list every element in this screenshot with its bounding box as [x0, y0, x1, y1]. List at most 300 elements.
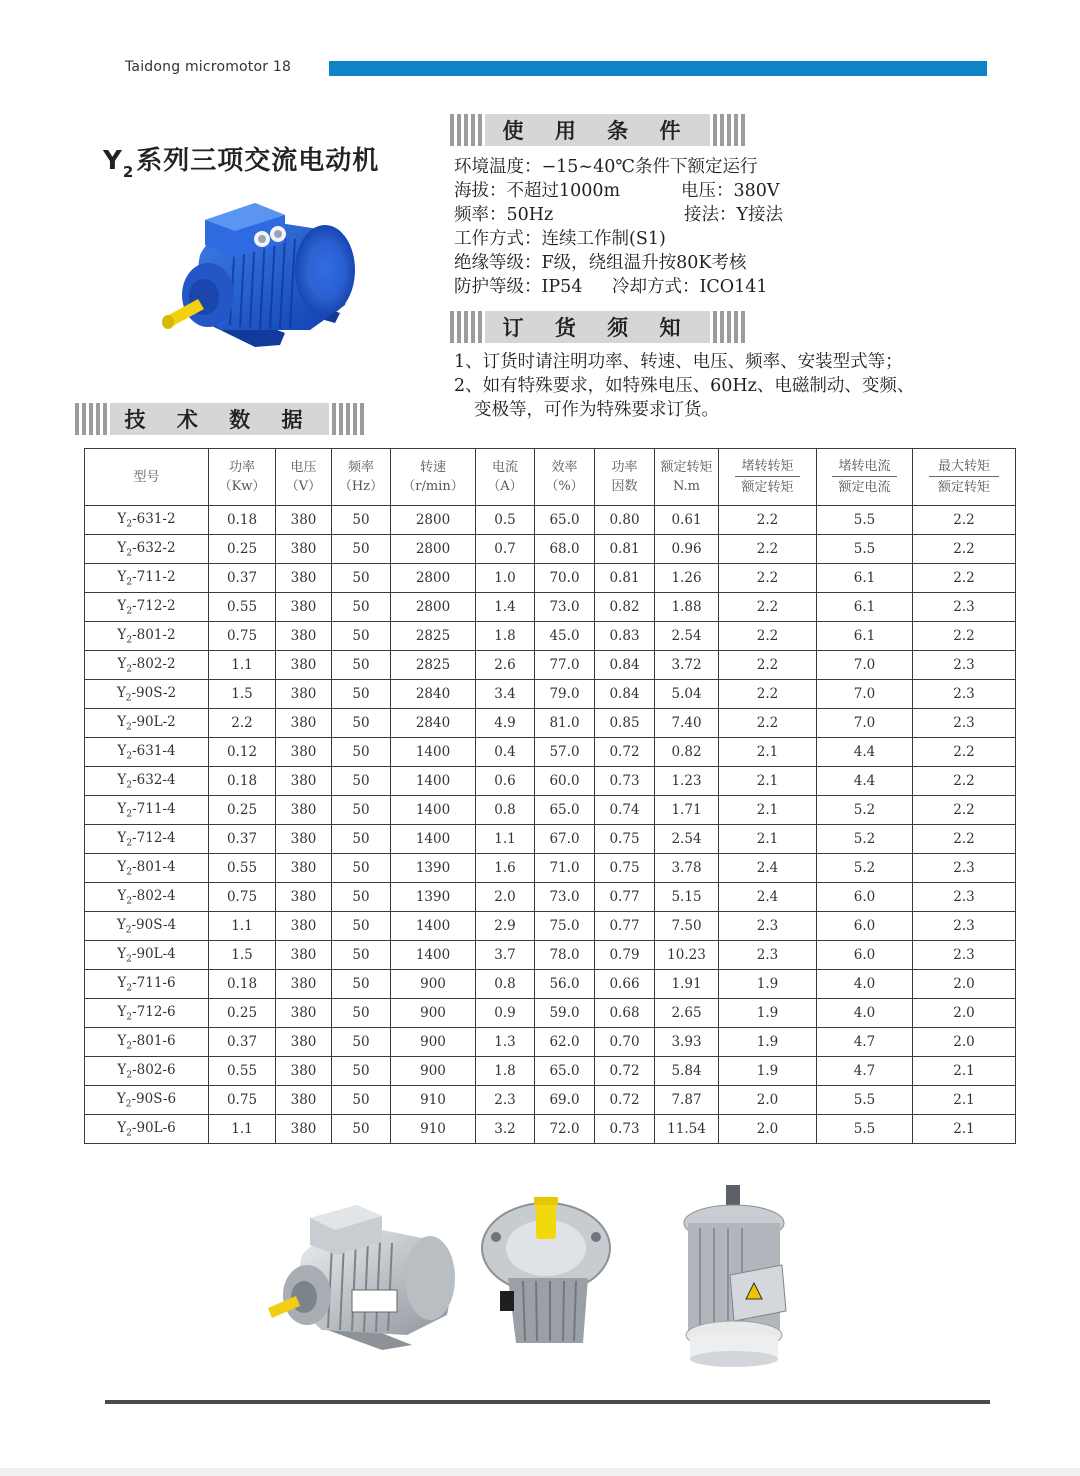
table-row	[85, 854, 1016, 883]
value-cell: 77.0	[535, 651, 595, 680]
value-cell: 7.50	[655, 912, 719, 941]
value-cell: 1.9	[719, 1057, 817, 1086]
model-cell	[85, 535, 209, 564]
value-cell: 0.75	[595, 825, 655, 854]
model-cell	[85, 854, 209, 883]
model-subscript: 2	[126, 983, 133, 994]
value-cell: 6.1	[817, 564, 913, 593]
value-cell: 7.0	[817, 709, 913, 738]
value-cell: 5.15	[655, 883, 719, 912]
value-cell: 0.81	[595, 535, 655, 564]
model-code: -802-2	[132, 655, 176, 672]
value-cell: 2.2	[719, 622, 817, 651]
value-cell: 2.0	[476, 883, 535, 912]
value-cell: 2.3	[913, 941, 1016, 970]
value-cell: 1.9	[719, 999, 817, 1028]
model-cell	[85, 1115, 209, 1144]
model-subscript: 2	[126, 867, 133, 878]
value-cell: 0.12	[209, 738, 276, 767]
model-code: -631-4	[132, 742, 176, 759]
table-row	[85, 680, 1016, 709]
value-cell: 3.4	[476, 680, 535, 709]
value-cell: 900	[391, 1057, 476, 1086]
model-cell	[85, 622, 209, 651]
value-cell: 5.5	[817, 1115, 913, 1144]
value-cell: 0.8	[476, 970, 535, 999]
model-code: -711-2	[132, 568, 176, 585]
model-cell	[85, 941, 209, 970]
table-row	[85, 1028, 1016, 1057]
value-cell: 2.2	[719, 680, 817, 709]
column-header-line1: 堵转转矩	[735, 457, 801, 477]
value-cell: 0.25	[209, 999, 276, 1028]
value-cell: 68.0	[535, 535, 595, 564]
column-header-line1: 频率	[347, 460, 374, 475]
model-cell	[85, 912, 209, 941]
banner-decor-left	[75, 403, 110, 435]
value-cell: 2.3	[719, 941, 817, 970]
banner-decor-right	[332, 403, 367, 435]
value-cell: 380	[276, 622, 332, 651]
value-cell: 0.75	[209, 622, 276, 651]
model-subscript: 2	[126, 635, 133, 646]
value-cell: 50	[332, 767, 391, 796]
value-cell: 1.71	[655, 796, 719, 825]
column-header-line1: 电压	[290, 460, 317, 475]
column-header	[655, 449, 719, 506]
model-code: -801-2	[132, 626, 176, 643]
technical-data-table	[84, 448, 1016, 1144]
model-prefix: Y	[117, 713, 127, 730]
model-code: -632-2	[132, 539, 176, 556]
model-cell	[85, 767, 209, 796]
value-cell: 0.25	[209, 796, 276, 825]
table-row	[85, 1057, 1016, 1086]
value-cell: 910	[391, 1115, 476, 1144]
value-cell: 0.18	[209, 970, 276, 999]
value-cell: 380	[276, 506, 332, 535]
value-cell: 0.6	[476, 767, 535, 796]
column-header-line2: （Hz）	[338, 479, 384, 494]
value-cell: 4.9	[476, 709, 535, 738]
value-cell: 45.0	[535, 622, 595, 651]
banner-decor-left	[450, 311, 485, 343]
value-cell: 380	[276, 709, 332, 738]
value-cell: 2.0	[913, 1028, 1016, 1057]
model-prefix: Y	[117, 1003, 127, 1020]
table-row	[85, 1115, 1016, 1144]
model-prefix: Y	[117, 568, 127, 585]
value-cell: 4.4	[817, 767, 913, 796]
model-code: -801-6	[132, 1032, 176, 1049]
value-cell: 0.37	[209, 564, 276, 593]
value-cell: 75.0	[535, 912, 595, 941]
value-cell: 380	[276, 883, 332, 912]
header-accent-bar	[329, 61, 987, 76]
value-cell: 2.2	[719, 535, 817, 564]
value-cell: 1.5	[209, 680, 276, 709]
value-cell: 2.2	[719, 564, 817, 593]
column-header	[332, 449, 391, 506]
value-cell: 2840	[391, 709, 476, 738]
table-row	[85, 709, 1016, 738]
table-header	[85, 449, 1016, 506]
value-cell: 6.1	[817, 622, 913, 651]
model-cell	[85, 709, 209, 738]
model-cell	[85, 564, 209, 593]
value-cell: 2.0	[719, 1115, 817, 1144]
model-prefix: Y	[117, 742, 127, 759]
condition-insulation: 绝缘等级：F级，绕组温升按80K考核	[454, 253, 747, 273]
model-code: -712-6	[132, 1003, 176, 1020]
value-cell: 1400	[391, 825, 476, 854]
value-cell: 65.0	[535, 796, 595, 825]
model-subscript: 2	[126, 1012, 133, 1023]
banner-title: 使 用 条 件	[485, 114, 710, 146]
value-cell: 2.3	[913, 680, 1016, 709]
model-prefix: Y	[117, 858, 127, 875]
value-cell: 900	[391, 999, 476, 1028]
vertical-motor-icon	[678, 1183, 790, 1368]
order-note-2-cont: 变极等，可作为特殊要求订货。	[474, 400, 719, 420]
banner-decor-right	[713, 311, 748, 343]
value-cell: 3.2	[476, 1115, 535, 1144]
model-cell	[85, 1028, 209, 1057]
value-cell: 2.0	[913, 999, 1016, 1028]
model-subscript: 2	[126, 1128, 132, 1139]
value-cell: 1.88	[655, 593, 719, 622]
condition-voltage: 电压：380V	[681, 181, 780, 201]
banner-title: 技 术 数 据	[110, 403, 329, 435]
value-cell: 1.23	[655, 767, 719, 796]
value-cell: 0.61	[655, 506, 719, 535]
value-cell: 5.2	[817, 825, 913, 854]
table-row	[85, 651, 1016, 680]
value-cell: 0.68	[595, 999, 655, 1028]
column-header-line1: 效率	[551, 460, 578, 475]
value-cell: 2800	[391, 535, 476, 564]
model-prefix: Y	[117, 1061, 127, 1078]
condition-environment: 环境温度：−15~40℃条件下额定运行	[454, 157, 758, 177]
condition-protection: 防护等级：IP54	[454, 277, 583, 297]
value-cell: 7.40	[655, 709, 719, 738]
table-row	[85, 999, 1016, 1028]
value-cell: 0.84	[595, 651, 655, 680]
model-cell	[85, 680, 209, 709]
table-row	[85, 825, 1016, 854]
value-cell: 1.8	[476, 622, 535, 651]
value-cell: 5.84	[655, 1057, 719, 1086]
value-cell: 1.1	[209, 651, 276, 680]
value-cell: 380	[276, 1028, 332, 1057]
value-cell: 11.54	[655, 1115, 719, 1144]
model-cell	[85, 593, 209, 622]
column-header-line2: （r/min）	[402, 479, 464, 494]
value-cell: 5.5	[817, 506, 913, 535]
value-cell: 5.2	[817, 854, 913, 883]
value-cell: 0.83	[595, 622, 655, 651]
value-cell: 380	[276, 738, 332, 767]
model-code: -802-6	[132, 1061, 176, 1078]
value-cell: 79.0	[535, 680, 595, 709]
value-cell: 1.9	[719, 1028, 817, 1057]
model-code: -712-2	[132, 597, 176, 614]
value-cell: 3.78	[655, 854, 719, 883]
table-row	[85, 767, 1016, 796]
value-cell: 380	[276, 999, 332, 1028]
table-body	[85, 506, 1016, 1144]
value-cell: 0.77	[595, 912, 655, 941]
value-cell: 1400	[391, 941, 476, 970]
column-header-line2: N.m	[672, 479, 700, 494]
value-cell: 60.0	[535, 767, 595, 796]
value-cell: 2825	[391, 622, 476, 651]
value-cell: 50	[332, 941, 391, 970]
value-cell: 380	[276, 680, 332, 709]
value-cell: 7.0	[817, 680, 913, 709]
value-cell: 1.91	[655, 970, 719, 999]
condition-connection: 接法：Y接法	[684, 205, 784, 225]
model-code: -711-4	[132, 800, 176, 817]
value-cell: 0.72	[595, 1057, 655, 1086]
model-subscript: 2	[126, 722, 132, 733]
value-cell: 0.55	[209, 593, 276, 622]
value-cell: 3.72	[655, 651, 719, 680]
value-cell: 50	[332, 883, 391, 912]
model-cell	[85, 1057, 209, 1086]
table-row	[85, 564, 1016, 593]
value-cell: 0.37	[209, 1028, 276, 1057]
value-cell: 1.3	[476, 1028, 535, 1057]
model-subscript: 2	[126, 606, 133, 617]
value-cell: 1.1	[476, 825, 535, 854]
page-title	[103, 140, 380, 181]
column-header-line2: （%）	[545, 479, 584, 494]
model-subscript: 2	[126, 664, 133, 675]
model-code: -90S-4	[131, 916, 177, 933]
value-cell: 2.6	[476, 651, 535, 680]
model-prefix: Y	[117, 597, 127, 614]
value-cell: 4.4	[817, 738, 913, 767]
value-cell: 50	[332, 506, 391, 535]
value-cell: 380	[276, 1057, 332, 1086]
value-cell: 50	[332, 796, 391, 825]
value-cell: 380	[276, 970, 332, 999]
value-cell: 67.0	[535, 825, 595, 854]
model-cell	[85, 999, 209, 1028]
value-cell: 2840	[391, 680, 476, 709]
value-cell: 1.26	[655, 564, 719, 593]
value-cell: 2.3	[913, 912, 1016, 941]
value-cell: 50	[332, 1086, 391, 1115]
footer-strip	[0, 1468, 1080, 1476]
value-cell: 65.0	[535, 506, 595, 535]
value-cell: 1.9	[719, 970, 817, 999]
value-cell: 0.25	[209, 535, 276, 564]
value-cell: 0.73	[595, 767, 655, 796]
value-cell: 6.1	[817, 593, 913, 622]
value-cell: 2.2	[719, 506, 817, 535]
model-prefix: Y	[117, 800, 127, 817]
value-cell: 1.5	[209, 941, 276, 970]
value-cell: 1.6	[476, 854, 535, 883]
table-row	[85, 506, 1016, 535]
condition-duty: 工作方式：连续工作制(S1)	[454, 229, 666, 249]
value-cell: 0.81	[595, 564, 655, 593]
value-cell: 0.9	[476, 999, 535, 1028]
value-cell: 73.0	[535, 593, 595, 622]
value-cell: 2.3	[913, 593, 1016, 622]
model-prefix: Y	[117, 887, 127, 904]
value-cell: 2.1	[913, 1086, 1016, 1115]
model-code: -90S-2	[131, 684, 177, 701]
value-cell: 2800	[391, 564, 476, 593]
value-cell: 2.1	[719, 796, 817, 825]
value-cell: 50	[332, 651, 391, 680]
table-row	[85, 738, 1016, 767]
value-cell: 50	[332, 825, 391, 854]
page-header-brand: Taidong micromotor 18	[125, 59, 292, 75]
value-cell: 2.2	[913, 796, 1016, 825]
title-text: 系列三项交流电动机	[136, 146, 380, 176]
banner-decor-right	[713, 114, 748, 146]
model-subscript: 2	[125, 693, 132, 704]
model-subscript: 2	[126, 577, 133, 588]
banner-title: 订 货 须 知	[485, 311, 710, 343]
value-cell: 1400	[391, 738, 476, 767]
value-cell: 2.2	[719, 709, 817, 738]
value-cell: 0.55	[209, 1057, 276, 1086]
value-cell: 6.0	[817, 912, 913, 941]
value-cell: 50	[332, 1057, 391, 1086]
table-row	[85, 941, 1016, 970]
model-subscript: 2	[126, 1041, 133, 1052]
value-cell: 380	[276, 767, 332, 796]
value-cell: 380	[276, 912, 332, 941]
value-cell: 1390	[391, 883, 476, 912]
value-cell: 2.1	[719, 738, 817, 767]
table-row	[85, 1086, 1016, 1115]
value-cell: 50	[332, 738, 391, 767]
value-cell: 2.2	[913, 767, 1016, 796]
column-header-line1: 最大转矩	[929, 457, 998, 477]
value-cell: 4.0	[817, 970, 913, 999]
blue-motor-icon	[160, 195, 365, 355]
value-cell: 0.66	[595, 970, 655, 999]
value-cell: 2.2	[913, 738, 1016, 767]
value-cell: 380	[276, 1086, 332, 1115]
model-subscript: 2	[126, 838, 133, 849]
value-cell: 1400	[391, 912, 476, 941]
column-header-line2: （Kw）	[218, 479, 266, 494]
column-header-line1: 功率	[611, 460, 638, 475]
value-cell: 0.72	[595, 738, 655, 767]
value-cell: 0.7	[476, 535, 535, 564]
value-cell: 2.1	[719, 825, 817, 854]
value-cell: 2.2	[913, 506, 1016, 535]
value-cell: 0.73	[595, 1115, 655, 1144]
model-prefix: Y	[117, 510, 127, 527]
value-cell: 71.0	[535, 854, 595, 883]
value-cell: 5.5	[817, 535, 913, 564]
value-cell: 0.77	[595, 883, 655, 912]
value-cell: 0.70	[595, 1028, 655, 1057]
table-header-row	[85, 449, 1016, 506]
value-cell: 2.65	[655, 999, 719, 1028]
column-header-line2: 因数	[611, 479, 638, 494]
section-banner-conditions	[450, 114, 748, 146]
model-prefix: Y	[117, 945, 127, 962]
value-cell: 2.2	[719, 593, 817, 622]
column-header-line2: （A）	[487, 479, 523, 494]
model-prefix: Y	[117, 974, 127, 991]
value-cell: 1.0	[476, 564, 535, 593]
model-code: -802-4	[132, 887, 176, 904]
value-cell: 380	[276, 796, 332, 825]
value-cell: 50	[332, 1028, 391, 1057]
value-cell: 4.7	[817, 1028, 913, 1057]
value-cell: 2.2	[913, 622, 1016, 651]
model-cell	[85, 825, 209, 854]
column-header	[85, 449, 209, 506]
column-header-line1: 功率	[228, 460, 255, 475]
value-cell: 0.75	[595, 854, 655, 883]
value-cell: 0.84	[595, 680, 655, 709]
value-cell: 2.3	[913, 883, 1016, 912]
model-code: -90L-4	[131, 945, 176, 962]
value-cell: 0.5	[476, 506, 535, 535]
model-prefix: Y	[117, 771, 127, 788]
value-cell: 1390	[391, 854, 476, 883]
value-cell: 380	[276, 593, 332, 622]
value-cell: 50	[332, 564, 391, 593]
model-cell	[85, 796, 209, 825]
value-cell: 50	[332, 854, 391, 883]
model-prefix: Y	[117, 1119, 127, 1136]
model-cell	[85, 651, 209, 680]
value-cell: 2.4	[719, 883, 817, 912]
condition-cooling: 冷却方式：ICO141	[612, 277, 768, 297]
value-cell: 0.8	[476, 796, 535, 825]
column-header-line1: 转速	[419, 460, 446, 475]
column-header-line2: （V）	[285, 479, 322, 494]
column-header	[391, 449, 476, 506]
model-code: -632-4	[132, 771, 176, 788]
flange-motor-icon	[478, 1193, 616, 1353]
column-header-line2: 额定转矩	[741, 480, 794, 495]
value-cell: 70.0	[535, 564, 595, 593]
value-cell: 4.7	[817, 1057, 913, 1086]
title-letter: Y	[103, 146, 123, 176]
value-cell: 2.0	[913, 970, 1016, 999]
banner-decor-left	[450, 114, 485, 146]
value-cell: 1.1	[209, 912, 276, 941]
value-cell: 50	[332, 970, 391, 999]
value-cell: 1.1	[209, 1115, 276, 1144]
value-cell: 4.0	[817, 999, 913, 1028]
model-prefix: Y	[117, 1032, 127, 1049]
section-banner-technical	[75, 403, 367, 435]
value-cell: 59.0	[535, 999, 595, 1028]
value-cell: 2.2	[719, 651, 817, 680]
value-cell: 2.2	[913, 535, 1016, 564]
value-cell: 2.3	[476, 1086, 535, 1115]
aluminum-foot-motor-icon	[262, 1200, 457, 1355]
value-cell: 5.5	[817, 1086, 913, 1115]
value-cell: 72.0	[535, 1115, 595, 1144]
model-code: -712-4	[132, 829, 176, 846]
column-header-line1: 堵转电流	[832, 457, 897, 477]
